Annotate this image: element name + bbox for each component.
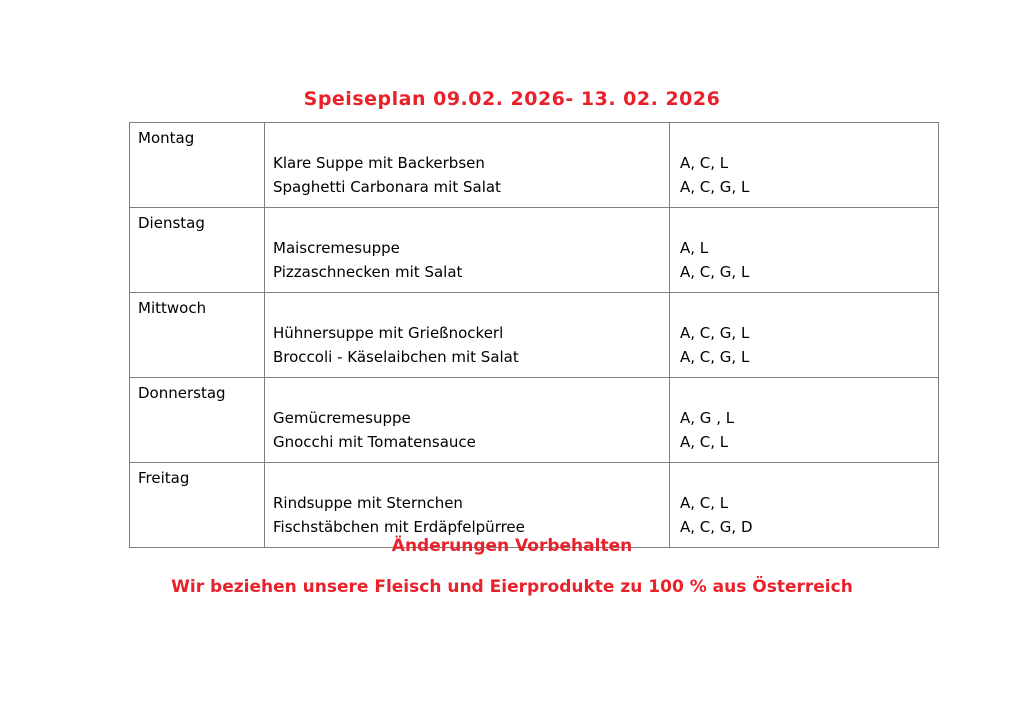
page-title: Speiseplan 09.02. 2026- 13. 02. 2026 (303, 88, 721, 110)
footer-disclaimer: Änderungen Vorbehalten (391, 536, 633, 556)
weekly-menu-table (129, 122, 939, 548)
allergen-line: A, G , L (680, 409, 735, 427)
day-label: Donnerstag (138, 384, 226, 402)
meal-line: Rindsuppe mit Sternchen (273, 494, 463, 512)
allergen-line: A, C, G, L (680, 348, 750, 366)
day-cell (130, 463, 265, 548)
meal-line: Pizzaschnecken mit Salat (273, 263, 463, 281)
allergen-line: A, C, L (680, 494, 729, 512)
allergen-line: A, C, G, L (680, 263, 750, 281)
meal-line: Gnocchi mit Tomatensauce (273, 433, 476, 451)
table-row (130, 123, 939, 208)
allergen-cell (670, 293, 939, 378)
day-cell (130, 123, 265, 208)
meal-line: Gemücremesuppe (273, 409, 411, 427)
meal-line: Klare Suppe mit Backerbsen (273, 154, 485, 172)
allergen-line: A, C, G, L (680, 324, 750, 342)
allergen-cell (670, 208, 939, 293)
table-row (130, 293, 939, 378)
meal-line: Hühnersuppe mit Grießnockerl (273, 324, 504, 342)
day-cell (130, 293, 265, 378)
day-label: Mittwoch (138, 299, 207, 317)
footer-origin-note: Wir beziehen unsere Fleisch und Eierprodukte zu 100 % aus Österreich (171, 577, 853, 597)
meal-line: Fischstäbchen mit Erdäpfelpürree (273, 518, 525, 536)
meal-cell (265, 378, 670, 463)
meal-cell (265, 463, 670, 548)
allergen-cell (670, 123, 939, 208)
allergen-line: A, C, L (680, 154, 729, 172)
day-cell (130, 208, 265, 293)
day-label: Dienstag (138, 214, 205, 232)
meal-line: Broccoli - Käselaibchen mit Salat (273, 348, 519, 366)
table-row (130, 208, 939, 293)
meal-cell (265, 293, 670, 378)
allergen-line: A, C, G, D (680, 518, 753, 536)
meal-cell (265, 208, 670, 293)
day-label: Freitag (138, 469, 190, 487)
table-row (130, 378, 939, 463)
meal-line: Spaghetti Carbonara mit Salat (273, 178, 501, 196)
allergen-line: A, C, G, L (680, 178, 750, 196)
day-cell (130, 378, 265, 463)
allergen-line: A, C, L (680, 433, 729, 451)
meal-line: Maiscremesuppe (273, 239, 400, 257)
allergen-line: A, L (680, 239, 709, 257)
allergen-cell (670, 378, 939, 463)
day-label: Montag (138, 129, 195, 147)
table-row (130, 463, 939, 548)
allergen-cell (670, 463, 939, 548)
meal-cell (265, 123, 670, 208)
